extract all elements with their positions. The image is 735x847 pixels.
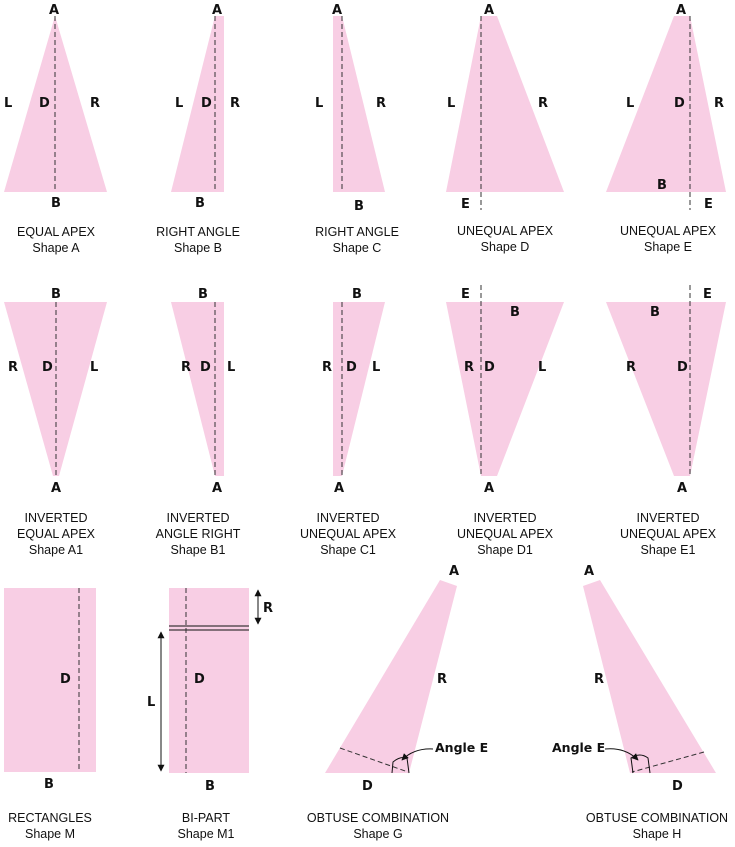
shape-m1-fill	[169, 588, 249, 773]
caption-line: OBTUSE COMBINATION	[585, 811, 729, 825]
caption-line: INVERTED	[166, 511, 230, 525]
shape-g	[325, 564, 488, 794]
point-d-label: D	[201, 96, 212, 111]
shape-m-fill	[4, 588, 96, 772]
caption-line: Shape A1	[28, 543, 84, 557]
point-r-label: R	[437, 672, 448, 687]
caption-line: UNEQUAL APEX	[299, 527, 397, 541]
shape-e1	[606, 285, 726, 496]
caption-line: Shape A	[32, 241, 80, 255]
point-d-label: D	[677, 360, 688, 375]
point-a-label: A	[449, 564, 460, 579]
caption-line: UNEQUAL APEX	[456, 527, 554, 541]
shape-e1-fill	[606, 302, 726, 476]
caption-line: RECTANGLES	[8, 811, 92, 825]
point-d-label: D	[194, 672, 205, 687]
caption-line: INVERTED	[24, 511, 88, 525]
shape-c1	[322, 287, 385, 496]
point-d-label: D	[42, 360, 53, 375]
point-b-label: B	[44, 777, 54, 792]
point-d-label: D	[484, 360, 495, 375]
shape-b	[171, 3, 240, 211]
caption-line: Shape D	[480, 240, 530, 254]
point-d-label: D	[672, 779, 683, 794]
caption-line: BI-PART	[181, 811, 231, 825]
caption-line: Shape E1	[640, 543, 696, 557]
shape-c	[315, 3, 386, 214]
point-d-label: D	[60, 672, 71, 687]
point-b-label: B	[198, 287, 208, 302]
caption-line: EQUAL APEX	[16, 225, 96, 239]
caption-shape-d1	[457, 510, 553, 558]
angle-e-label: Angle E	[552, 740, 606, 755]
caption-line: Shape B	[174, 241, 222, 255]
caption-shape-a1	[17, 510, 95, 558]
caption-shape-c1	[300, 510, 396, 558]
caption-line: ANGLE RIGHT	[155, 527, 241, 541]
point-l-label: L	[315, 96, 324, 111]
caption-line: Shape M1	[177, 827, 235, 841]
caption-line: INVERTED	[473, 511, 537, 525]
caption-shape-h	[586, 810, 728, 842]
point-b-label: B	[195, 196, 205, 211]
point-e-label: E	[704, 197, 713, 212]
point-e-label: E	[703, 287, 712, 302]
shape-h	[552, 564, 716, 794]
caption-line: INVERTED	[636, 511, 700, 525]
caption-line: Shape M	[24, 827, 76, 841]
point-a-label: A	[484, 481, 495, 496]
caption-shape-c	[315, 224, 399, 256]
point-r-label: R	[322, 360, 333, 375]
caption-line: EQUAL APEX	[16, 527, 96, 541]
point-e-label: E	[461, 197, 470, 212]
caption-line: Shape B1	[170, 543, 226, 557]
caption-shape-g	[307, 810, 449, 842]
point-a-label: A	[676, 3, 687, 18]
caption-shape-m	[8, 810, 92, 842]
shape-b1	[171, 287, 235, 496]
point-l-label: L	[90, 360, 99, 375]
shape-d1-fill	[446, 302, 564, 476]
point-d-label: D	[346, 360, 357, 375]
point-r-label: R	[538, 96, 549, 111]
shape-a1	[4, 287, 107, 496]
caption-shape-a	[17, 224, 95, 256]
caption-line: Shape G	[353, 827, 403, 841]
point-r-label: R	[8, 360, 19, 375]
caption-line: UNEQUAL APEX	[619, 224, 717, 238]
caption-line: Shape H	[632, 827, 682, 841]
point-d-label: D	[200, 360, 211, 375]
point-r-label: R	[464, 360, 475, 375]
caption-line: UNEQUAL APEX	[456, 224, 554, 238]
point-d-label: D	[362, 779, 373, 794]
point-a-label: A	[49, 3, 60, 18]
point-r-label: R	[626, 360, 637, 375]
shape-e-fill	[606, 16, 726, 192]
caption-line: RIGHT ANGLE	[156, 225, 240, 239]
caption-line: Shape E	[644, 240, 692, 254]
shape-c1-fill	[333, 302, 385, 476]
point-a-label: A	[212, 481, 223, 496]
caption-line: Shape C1	[320, 543, 376, 557]
point-r-label: R	[594, 672, 605, 687]
point-l-label: L	[538, 360, 547, 375]
point-a-label: A	[484, 3, 495, 18]
caption-shape-b	[156, 224, 240, 256]
point-d-label: D	[39, 96, 50, 111]
point-d-label: D	[674, 96, 685, 111]
point-e-label: E	[461, 287, 470, 302]
point-r-label: R	[90, 96, 101, 111]
point-b-label: B	[205, 779, 215, 794]
caption-shape-e1	[620, 510, 716, 558]
caption-shape-b1	[156, 510, 241, 558]
point-a-label: A	[334, 481, 345, 496]
caption-shape-e	[620, 223, 716, 255]
point-l-label: L	[626, 96, 635, 111]
point-r-label: R	[263, 601, 274, 616]
caption-line: Shape C	[332, 241, 382, 255]
point-l-label: L	[372, 360, 381, 375]
shape-a	[4, 3, 107, 211]
point-l-label: L	[227, 360, 236, 375]
point-b-label: B	[354, 199, 364, 214]
point-l-label: L	[147, 695, 156, 710]
caption-line: RIGHT ANGLE	[315, 225, 399, 239]
caption-shape-d	[457, 223, 553, 255]
point-r-label: R	[714, 96, 725, 111]
point-l-label: L	[447, 96, 456, 111]
shape-m1	[147, 588, 273, 794]
caption-line: INVERTED	[316, 511, 380, 525]
caption-line: Shape D1	[477, 543, 533, 557]
point-l-label: L	[175, 96, 184, 111]
point-b-label: B	[352, 287, 362, 302]
caption-shape-m1	[178, 810, 235, 842]
shape-d1	[446, 285, 564, 496]
point-b-label: B	[657, 178, 667, 193]
point-a-label: A	[212, 3, 223, 18]
point-l-label: L	[4, 96, 13, 111]
point-a-label: A	[332, 3, 343, 18]
point-b-label: B	[650, 305, 660, 320]
point-b-label: B	[51, 287, 61, 302]
caption-line: UNEQUAL APEX	[619, 527, 717, 541]
shape-m	[4, 588, 96, 792]
point-a-label: A	[584, 564, 595, 579]
shape-e	[606, 3, 726, 212]
shape-d	[446, 3, 564, 212]
point-b-label: B	[510, 305, 520, 320]
point-b-label: B	[51, 196, 61, 211]
point-r-label: R	[230, 96, 241, 111]
point-r-label: R	[376, 96, 387, 111]
point-a-label: A	[51, 481, 62, 496]
shape-b1-fill	[171, 302, 224, 476]
point-a-label: A	[677, 481, 688, 496]
angle-e-label: Angle E	[435, 740, 489, 755]
caption-line: OBTUSE COMBINATION	[306, 811, 450, 825]
point-r-label: R	[181, 360, 192, 375]
